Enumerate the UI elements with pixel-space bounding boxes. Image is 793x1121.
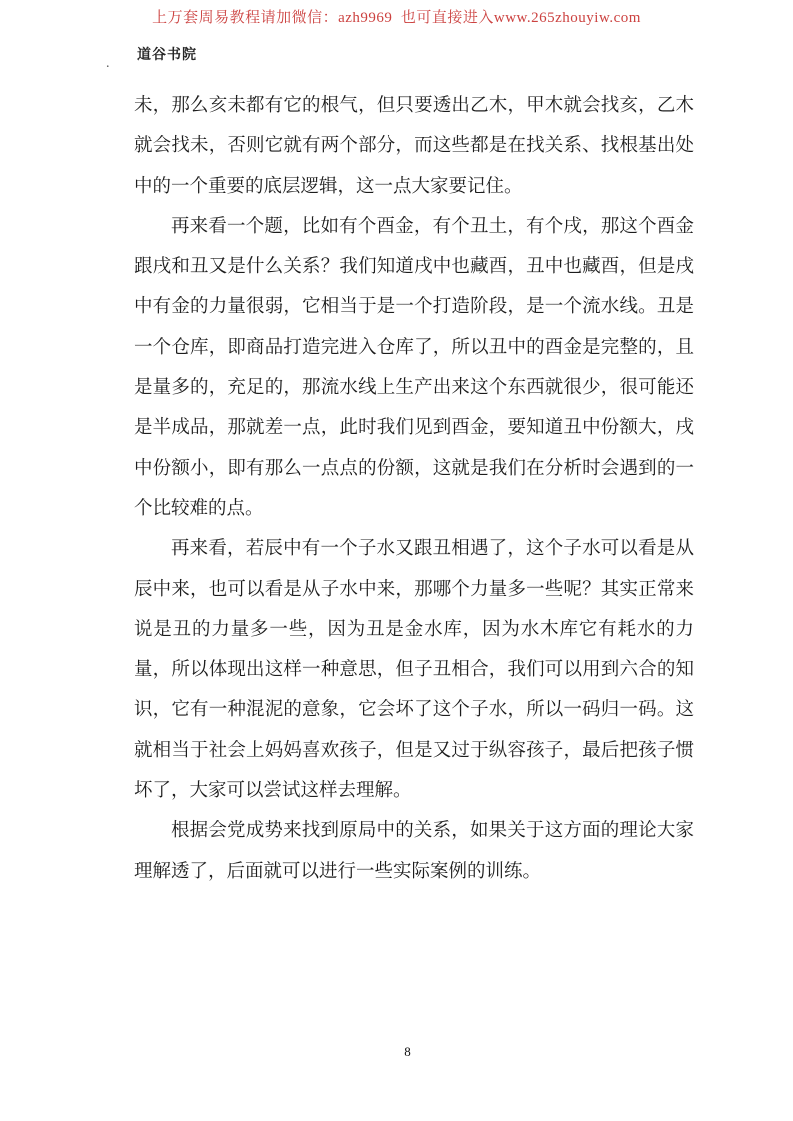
- paragraph-4: 根据会党成势来找到原局中的关系，如果关于这方面的理论大家理解透了，后面就可以进行一些实际案例的训练。: [134, 821, 694, 882]
- paragraph-1: 未，那么亥未都有它的根气，但只要透出乙木，甲木就会找亥，乙木就会找未，否则它就有两个部分，而这些都是在找关系、找根基出处中的一个重要的底层逻辑，这一点大家要记住。: [134, 96, 694, 197]
- promo-header-text: 上万套周易教程请加微信：azh9969 也可直接进入www.265zhouyiw.com: [152, 10, 641, 26]
- stray-dot-mark: .: [106, 56, 110, 71]
- paragraph-2: 再来看一个题，比如有个酉金，有个丑土，有个戌，那这个酉金跟戌和丑又是什么关系？我们知道戌中也藏酉，丑中也藏酉，但是戌中有金的力量很弱，它相当于是一个打造阶段，是一个流水线。丑是一个仓库，即商品打造完进入仓库了，所以丑中的酉金是完整的，且是量多的，充足的，那流水线上生产出来这个东西就很少，很可能还是半成品，那就差一点，此时我们见到酉金，要知道丑中份额大，戌中份额小，即有那么一点点的份额，这就是我们在分析时会遇到的一个比较难的点。: [134, 216, 694, 519]
- document-body: [134, 86, 694, 892]
- paragraph-3: 再来看，若辰中有一个子水又跟丑相遇了，这个子水可以看是从辰中来，也可以看是从子水中来，那哪个力量多一些呢？其实正常来说是丑的力量多一些，因为丑是金水库，因为水木库它有耗水的力量，所以体现出这样一种意思，但子丑相合，我们可以用到六合的知识，它有一种混泥的意象，它会坏了这个子水，所以一码归一码。这就相当于社会上妈妈喜欢孩子，但是又过于纵容孩子，最后把孩子惯坏了，大家可以尝试这样去理解。: [134, 539, 694, 802]
- brand-logo: 道谷书院: [137, 48, 197, 63]
- page-number: 8: [404, 1044, 411, 1059]
